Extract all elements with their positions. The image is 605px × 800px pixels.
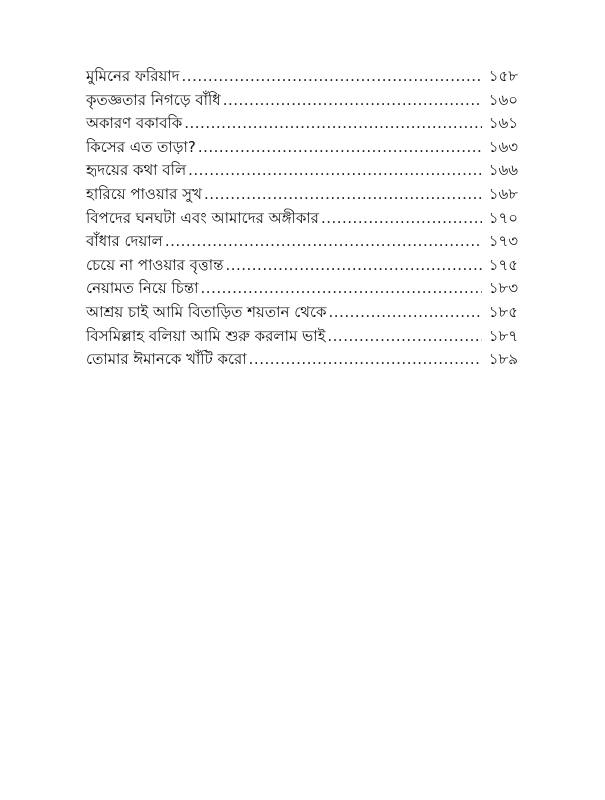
- toc-entry[interactable]: [86, 301, 518, 325]
- toc-entry[interactable]: [86, 183, 518, 207]
- dot-leader: [204, 183, 482, 207]
- toc-entry-title: নেয়ামত নিয়ে চিন্তা: [86, 279, 199, 298]
- dot-leader: [225, 254, 482, 278]
- toc-entry-page-number: ১৮৭: [488, 326, 518, 345]
- toc-entry-page-number: ১৬৮: [488, 184, 518, 203]
- toc-entry-page-number: ১৬৬: [488, 161, 518, 180]
- toc-entry-title: তোমার ঈমানকে খাঁটি করো: [86, 350, 247, 369]
- dot-leader: [182, 65, 482, 89]
- toc-entry-title: অকারণ বকাবকি: [86, 114, 183, 133]
- toc-entry-title: আশ্রয় চাই আমি বিতাড়িত শয়তান থেকে: [86, 302, 327, 321]
- toc-entry[interactable]: [86, 254, 518, 278]
- dot-leader: [198, 136, 482, 160]
- toc-entry[interactable]: [86, 89, 518, 113]
- dot-leader: [249, 348, 482, 372]
- table-of-contents: [86, 65, 518, 372]
- toc-entry[interactable]: [86, 325, 518, 349]
- toc-entry-title: কিসের এত তাড়া?: [86, 137, 196, 156]
- toc-entry-page-number: ১৮৫: [488, 302, 518, 321]
- toc-entry-title: বিপদের ঘনঘটা এবং আমাদের অঙ্গীকার: [86, 208, 319, 227]
- dot-leader: [223, 89, 482, 113]
- toc-entry[interactable]: [86, 136, 518, 160]
- toc-entry[interactable]: [86, 230, 518, 254]
- toc-entry-title: চেয়ে না পাওয়ার বৃত্তান্ত: [86, 255, 224, 274]
- toc-entry[interactable]: [86, 348, 518, 372]
- toc-entry-title: বাঁধার দেয়াল: [86, 232, 163, 251]
- toc-entry-page-number: ১৬৩: [488, 137, 518, 156]
- toc-entry-page-number: ১৬০: [488, 90, 518, 109]
- toc-entry-page-number: ১৮৯: [488, 350, 518, 369]
- toc-entry[interactable]: [86, 159, 518, 183]
- dot-leader: [329, 301, 482, 325]
- toc-entry-page-number: ১৫৮: [488, 67, 518, 85]
- toc-entry-page-number: ১৬১: [488, 114, 518, 133]
- dot-leader: [201, 277, 482, 301]
- toc-entry[interactable]: [86, 112, 518, 136]
- toc-entry[interactable]: [86, 207, 518, 231]
- toc-entry-page-number: ১৭০: [488, 208, 518, 227]
- toc-entry-title: হৃদয়ের কথা বলি: [86, 161, 187, 180]
- toc-entry-title: হারিয়ে পাওয়ার সুখ: [86, 184, 202, 203]
- toc-entry-page-number: ১৮৩: [488, 279, 518, 298]
- toc-entry-title: কৃতজ্ঞতার নিগড়ে বাঁধি: [86, 90, 221, 109]
- dot-leader: [165, 230, 482, 254]
- toc-entry[interactable]: [86, 65, 518, 89]
- dot-leader: [188, 159, 482, 183]
- toc-entry-title: বিসমিল্লাহ বলিয়া আমি শুরু করলাম ভাই: [86, 326, 326, 345]
- dot-leader: [321, 207, 482, 231]
- dot-leader: [184, 112, 482, 136]
- dot-leader: [327, 325, 482, 349]
- toc-entry-page-number: ১৭৫: [488, 255, 518, 274]
- toc-entry-title: মুমিনের ফরিয়াদ: [86, 67, 180, 85]
- toc-entry[interactable]: [86, 277, 518, 301]
- toc-entry-page-number: ১৭৩: [488, 232, 518, 251]
